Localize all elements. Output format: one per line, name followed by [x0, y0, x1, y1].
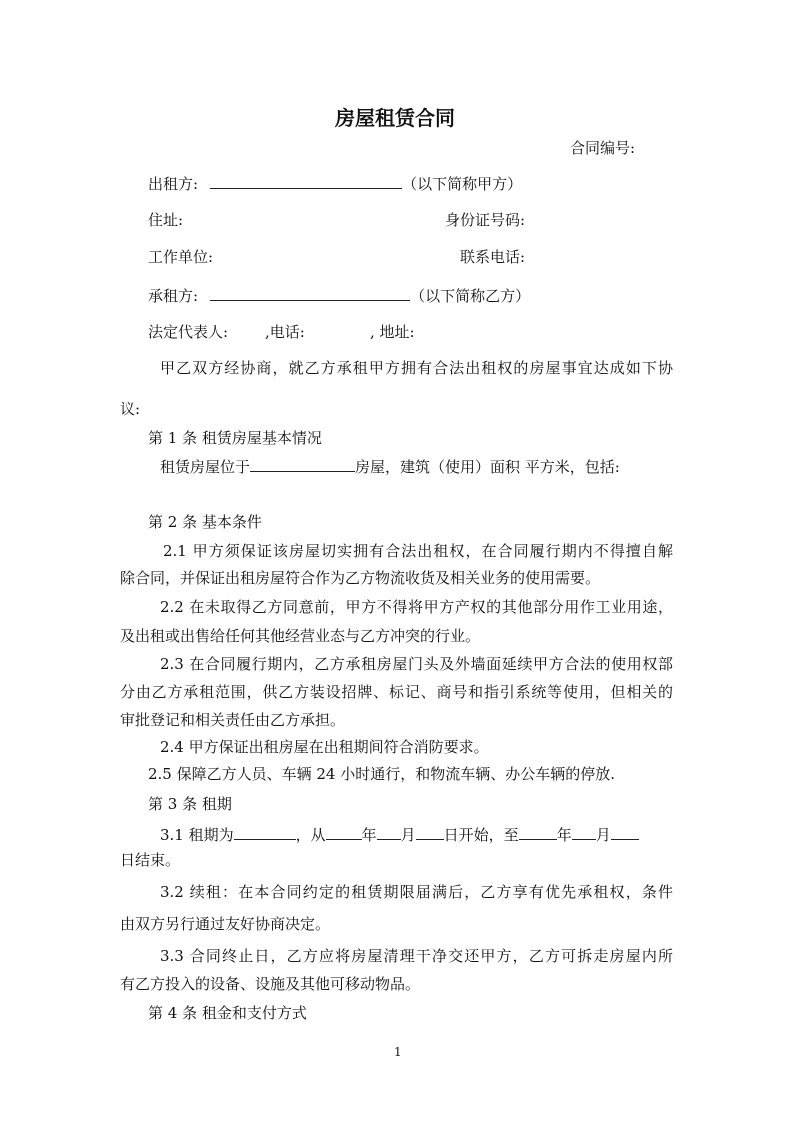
address-label: 住址:: [148, 211, 184, 229]
clause-2-4: 2.4 甲方保证出租房屋在出租期间符合消防要求。: [160, 738, 489, 756]
term-label: 3.1 租期为: [160, 826, 234, 844]
clause-2-3-cont2: 审批登记和相关责任由乙方承担。: [120, 711, 346, 729]
rep-address-label: , 地址:: [370, 323, 415, 341]
contract-number-label: 合同编号:: [570, 139, 636, 157]
clause-3-3: 3.3 合同终止日，乙方应将房屋清理干净交还甲方，乙方可拆走房屋内所: [160, 947, 673, 965]
lessee-suffix: （以下简称乙方）: [410, 287, 531, 305]
article-2-heading: 第 2 条 基本条件: [148, 513, 262, 531]
month-label: 月: [595, 826, 611, 844]
rep-phone-label: ,电话:: [265, 323, 305, 341]
end-day-blank[interactable]: [611, 825, 639, 840]
lessee-label: 承租方:: [148, 287, 199, 305]
legal-rep-label: 法定代表人:: [148, 323, 229, 341]
clause-3-1: [160, 825, 639, 843]
article-3-heading: 第 3 条 租期: [148, 795, 232, 813]
start-to-label: 日开始，至: [443, 826, 519, 844]
lessee-blank[interactable]: [210, 286, 410, 301]
area-text: 房屋，建筑（使用）面积 平方米，包括:: [355, 458, 620, 476]
clause-2-1-cont: 除合同，并保证出租房屋符合作为乙方物流收货及相关业务的使用需要。: [120, 569, 601, 587]
clause-2-1: 2.1 甲方须保证该房屋切实拥有合法出租权，在合同履行期内不得擅自解: [163, 542, 673, 560]
clause-3-3-cont: 有乙方投入的设备、设施及其他可移动物品。: [120, 975, 421, 993]
start-day-blank[interactable]: [416, 825, 444, 840]
lessor-suffix: （以下简称甲方）: [402, 175, 523, 193]
clause-3-1-cont: 日结束。: [120, 851, 181, 869]
start-month-blank[interactable]: [377, 825, 401, 840]
clause-2-5: 2.5 保障乙方人员、车辆 24 小时通行，和物流车辆、办公车辆的停放.: [148, 765, 616, 783]
lessor-line: [148, 174, 522, 192]
clause-2-3: 2.3 在合同履行期内，乙方承租房屋门头及外墙面延续甲方合法的使用权部: [160, 655, 673, 673]
location-blank[interactable]: [250, 457, 355, 472]
year-label: 年: [361, 826, 377, 844]
id-number-label: 身份证号码:: [445, 211, 526, 229]
month-label: 月: [400, 826, 416, 844]
intro-text: 甲乙双方经协商，就乙方承租甲方拥有合法出租权的房屋事宜达成如下协: [160, 359, 673, 377]
location-label: 租赁房屋位于: [160, 458, 251, 476]
lessee-line: [148, 286, 530, 304]
page-number: 1: [394, 1045, 402, 1059]
article-1-heading: 第 1 条 租赁房屋基本情况: [148, 429, 322, 447]
intro-text-cont: 议:: [120, 400, 141, 418]
end-year-blank[interactable]: [519, 825, 557, 840]
lessor-blank[interactable]: [210, 174, 402, 189]
article-4-heading: 第 4 条 租金和支付方式: [148, 1004, 307, 1022]
clause-2-2: 2.2 在未取得乙方同意前，甲方不得将甲方产权的其他部分用作工业用途，: [160, 598, 673, 616]
employer-label: 工作单位:: [148, 248, 214, 266]
end-month-blank[interactable]: [572, 825, 596, 840]
clause-3-2-cont: 由双方另行通过友好协商决定。: [120, 915, 331, 933]
article-1-text: [160, 457, 620, 475]
phone-label: 联系电话:: [460, 248, 526, 266]
start-year-blank[interactable]: [326, 825, 362, 840]
clause-3-2: 3.2 续租：在本合同约定的租赁期限届满后，乙方享有优先承租权，条件: [160, 883, 673, 901]
year-label: 年: [556, 826, 572, 844]
term-blank[interactable]: [234, 825, 296, 840]
from-label: ，从: [295, 826, 326, 844]
document-title: 房屋租赁合同: [335, 106, 455, 130]
lessor-label: 出租方:: [148, 175, 199, 193]
clause-2-3-cont: 分由乙方承租范围，供乙方装设招牌、标记、商号和指引系统等使用，但相关的: [120, 683, 673, 701]
clause-2-2-cont: 及出租或出售给任何其他经营业态与乙方冲突的行业。: [120, 627, 481, 645]
